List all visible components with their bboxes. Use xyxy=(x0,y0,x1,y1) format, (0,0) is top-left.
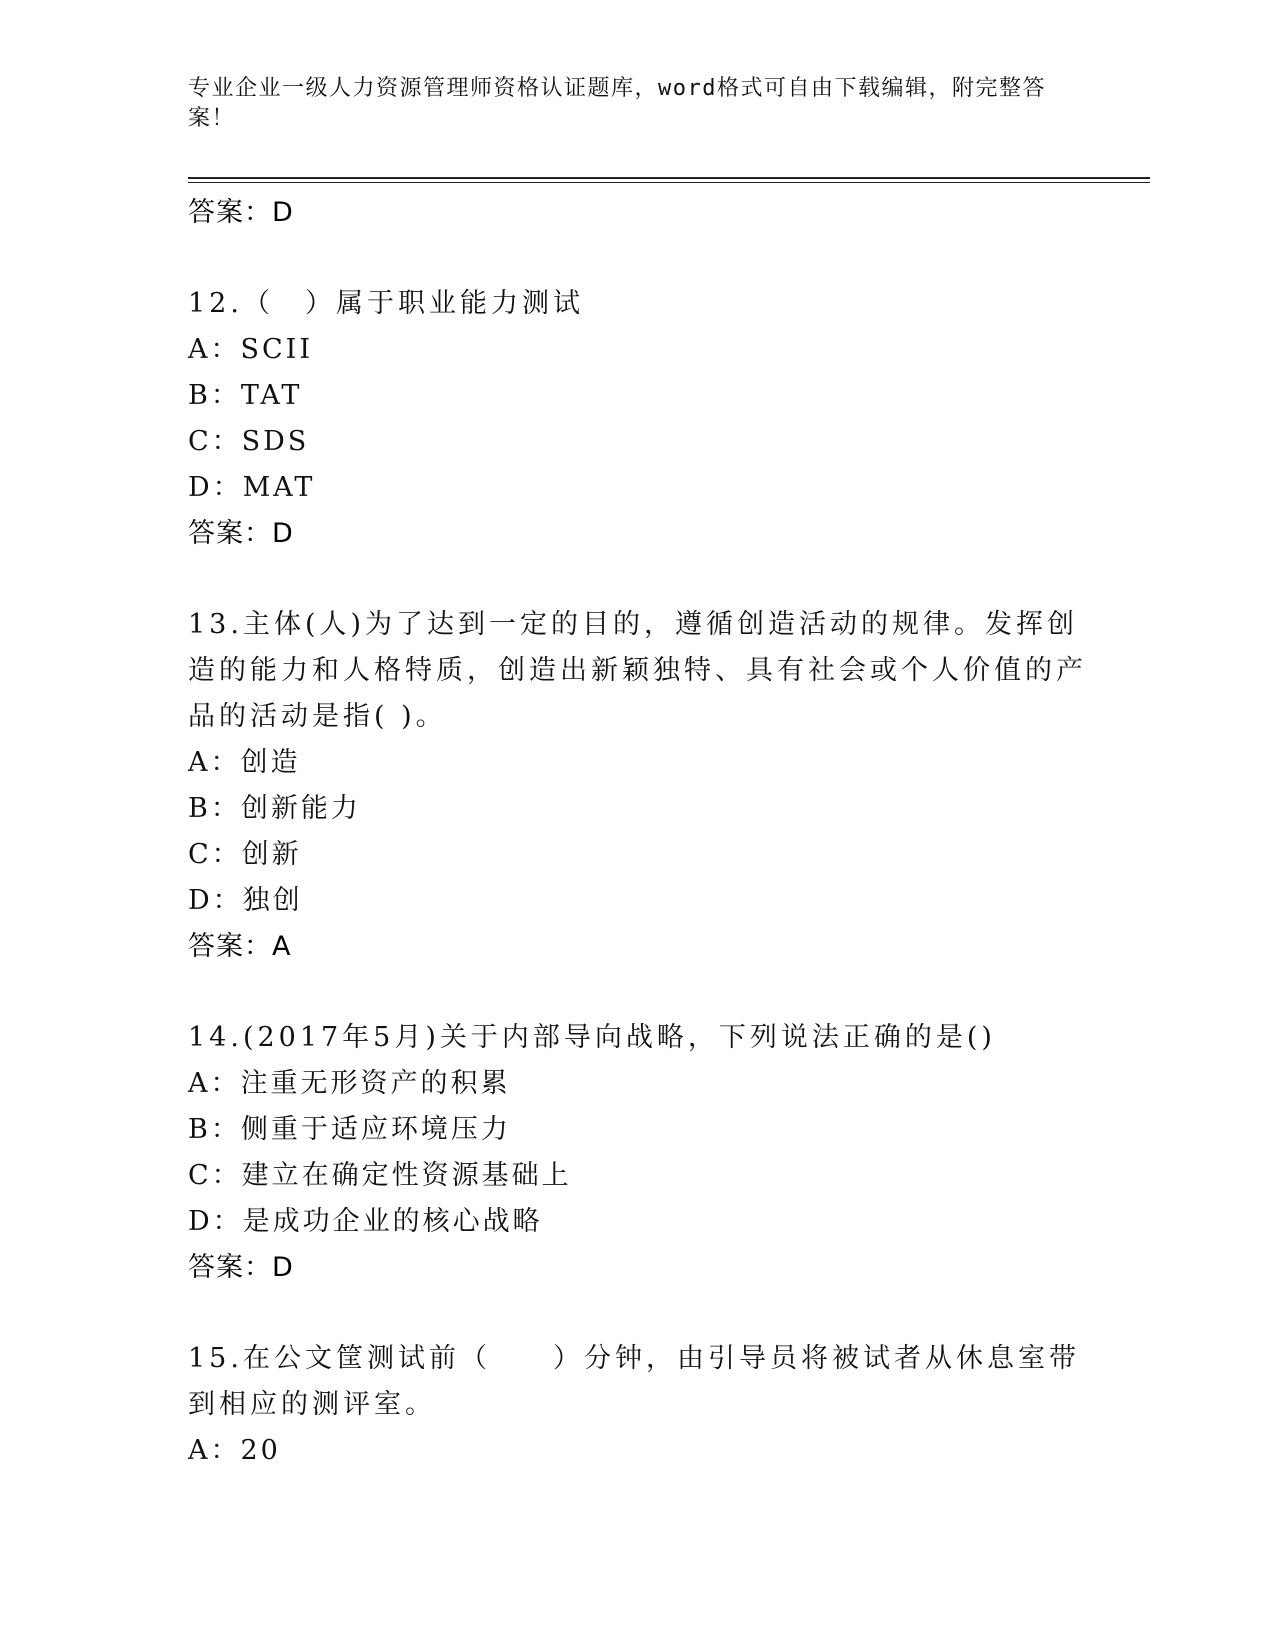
option-a: A：创造 xyxy=(188,747,301,778)
header-rule-thin xyxy=(188,182,1150,183)
question-stem: 15.在公文筐测试前（ ）分钟，由引导员将被试者从休息室带到相应的测评室。 xyxy=(188,1343,1080,1420)
option-a: A：SCII xyxy=(188,334,313,365)
question-stem: 12.（ ）属于职业能力测试 xyxy=(188,288,584,319)
answer-line: 答案：D xyxy=(188,1252,294,1283)
option-a: A：20 xyxy=(188,1435,281,1466)
question-stem: 14.(2017年5月)关于内部导向战略，下列说法正确的是() xyxy=(188,1022,996,1053)
option-c: C：创新 xyxy=(188,839,302,870)
option-d: D：独创 xyxy=(188,885,303,916)
question-13 xyxy=(188,602,1088,970)
question-14 xyxy=(188,1015,1088,1291)
header-rule-thick xyxy=(188,177,1150,179)
answer-line: 答案：A xyxy=(188,931,292,962)
option-c: C：建立在确定性资源基础上 xyxy=(188,1160,572,1191)
option-d: D：是成功企业的核心战略 xyxy=(188,1206,543,1237)
question-list xyxy=(188,190,1088,1474)
option-d: D：MAT xyxy=(188,472,316,503)
option-c: C：SDS xyxy=(188,426,310,457)
answer-line: 答案：D xyxy=(188,518,294,549)
document-header: 专业企业一级人力资源管理师资格认证题库，word格式可自由下载编辑，附完整答案！ xyxy=(188,76,1046,131)
question-15 xyxy=(188,1336,1088,1474)
option-b: B：TAT xyxy=(188,380,303,411)
question-12 xyxy=(188,281,1088,557)
option-a: A：注重无形资产的积累 xyxy=(188,1068,511,1099)
option-b: B：创新能力 xyxy=(188,793,361,824)
answer-line: 答案：D xyxy=(188,197,294,228)
option-b: B：侧重于适应环境压力 xyxy=(188,1114,511,1145)
question-stem: 13.主体(人)为了达到一定的目的，遵循创造活动的规律。发挥创造的能力和人格特质，创造出新颖独特、具有社会或个人价值的产品的活动是指( )。 xyxy=(188,609,1087,732)
